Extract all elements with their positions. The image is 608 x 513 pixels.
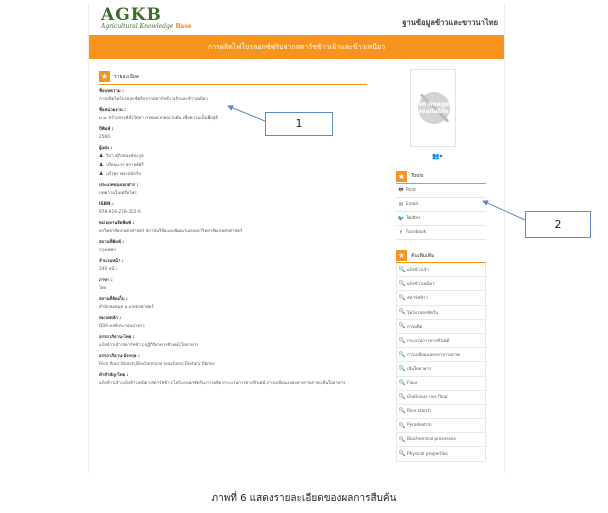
no-image-text bbox=[411, 101, 455, 115]
search-more-item[interactable] bbox=[396, 291, 486, 305]
tools-title: Tools bbox=[411, 173, 424, 179]
search-more-item[interactable] bbox=[396, 377, 486, 391]
search-more-item[interactable] bbox=[396, 277, 486, 291]
print-icon: 🖶 bbox=[398, 187, 404, 193]
figure-caption: ภาพที่ 6 แสดงรายละเอียดของผลการสืบค้น bbox=[211, 493, 397, 504]
field-value: กรุงเทพฯ bbox=[99, 248, 116, 253]
detail-field bbox=[99, 353, 367, 369]
author-list bbox=[99, 152, 367, 179]
search-more-item[interactable] bbox=[396, 362, 486, 376]
logo-tagline bbox=[101, 23, 192, 30]
detail-field bbox=[99, 239, 367, 255]
tool-print-link[interactable] bbox=[396, 184, 486, 198]
users-dropdown-icon[interactable]: 👥▾ bbox=[432, 153, 443, 160]
detail-field bbox=[99, 296, 367, 312]
site-title: ฐานข้อมูลข้าวและขาวนาไทย bbox=[402, 18, 498, 27]
field-value: ยกวิทยาลัยเกษตรศาสตร์ สถาบันวิจัยและพัฒนาแห่งมหาวิทยาลัยเกษตรศาสตร์ bbox=[99, 229, 243, 234]
search-icon: 🔍 bbox=[398, 394, 406, 401]
detail-panel-header bbox=[99, 69, 367, 85]
user-icon: ♟ bbox=[99, 153, 104, 159]
field-label: ชื่อหน่วยงาน : bbox=[99, 108, 126, 113]
field-value: Rice flour;Starch;Biochemical reactions;Dietary fibres; bbox=[99, 362, 216, 367]
agkb-logo[interactable] bbox=[101, 7, 192, 30]
field-label: หมวดหลัก : bbox=[99, 316, 122, 321]
search-more-item[interactable] bbox=[396, 320, 486, 334]
author-name: วิภา ศุภิรสนงษ์ปะกูล bbox=[106, 154, 144, 159]
detail-field bbox=[99, 220, 367, 236]
star-icon: ★ bbox=[100, 72, 109, 81]
tool-label: Twitter bbox=[406, 216, 421, 221]
search-more-label: สตาร์ชข้าว bbox=[407, 296, 428, 302]
search-icon: 🔍 bbox=[398, 323, 406, 330]
search-more-label: Pyrodextrin bbox=[407, 423, 432, 429]
no-image-text-line-2: available bbox=[417, 108, 449, 115]
field-label: จำนวนหน้า : bbox=[99, 259, 124, 264]
logo-tagline-main: Agricultural Knowledge bbox=[101, 23, 176, 30]
callout-1: 1 bbox=[265, 112, 333, 136]
field-value: 240 หน้า bbox=[99, 267, 117, 272]
detail-fields-more bbox=[99, 182, 367, 388]
search-icon: 🔍 bbox=[398, 309, 406, 316]
search-icon: 🔍 bbox=[398, 294, 406, 301]
search-more-label: การเปลี่ยนแปลงทางกายภาพ bbox=[407, 353, 460, 359]
detail-field bbox=[99, 372, 367, 388]
search-icon: 🔍 bbox=[398, 408, 406, 415]
search-more-item[interactable] bbox=[396, 334, 486, 348]
search-more-item[interactable] bbox=[396, 391, 486, 405]
star-icon: ★ bbox=[397, 171, 406, 181]
logo-tagline-accent: Base bbox=[175, 23, 192, 30]
tool-twitter-link[interactable] bbox=[396, 212, 486, 226]
field-value: ม.ม. สร้างสรรค์ที่รวิทยา ภาคผนวกคณาบคัน เพื่อความเป็นพื่อสุดี bbox=[99, 116, 219, 121]
field-label: หน่วยงานจัดพิมพ์ : bbox=[99, 221, 135, 226]
field-label: อรรถาภิธาน-ไทย : bbox=[99, 335, 135, 340]
author-item[interactable] bbox=[99, 161, 367, 170]
search-more-item[interactable] bbox=[396, 306, 486, 320]
field-value: 2560 bbox=[99, 135, 110, 140]
search-more-label: แป้งข้าวเหนียว bbox=[407, 282, 435, 288]
detail-field bbox=[99, 258, 367, 274]
no-image-text-line-1: No Image bbox=[416, 101, 450, 108]
search-more-label: เส้นใยอาหาร bbox=[407, 367, 432, 373]
author-item[interactable] bbox=[99, 152, 367, 161]
search-icon: 🔍 bbox=[398, 436, 406, 443]
tool-email-link[interactable] bbox=[396, 198, 486, 212]
site-header bbox=[89, 3, 504, 35]
search-more-label: Biochemical processes bbox=[407, 437, 456, 443]
search-more-label: กระบวนการทางชีวเคมี bbox=[407, 339, 450, 345]
search-more-label: การผลิต bbox=[407, 324, 423, 330]
field-label: ผู้แต่ง : bbox=[99, 146, 113, 151]
field-label: ประเภทของเอกสาร : bbox=[99, 183, 139, 188]
search-more-item[interactable] bbox=[396, 263, 486, 277]
field-label: สถานที่จัดเก็บ : bbox=[99, 297, 128, 302]
no-image-placeholder bbox=[410, 69, 456, 147]
detail-field bbox=[99, 182, 367, 198]
search-icon: 🔍 bbox=[398, 337, 406, 344]
page-title-banner: การผลิตไฟโบรลอกซ์พริบจากสตาร์ชข้าวเจ้าและข้าวเหนียว bbox=[89, 35, 504, 59]
search-icon: 🔍 bbox=[398, 451, 406, 458]
detail-field bbox=[99, 315, 367, 331]
sidebar bbox=[396, 69, 486, 462]
search-more-label: แป้งข้าวเจ้า bbox=[407, 268, 429, 274]
search-more-item[interactable] bbox=[396, 419, 486, 433]
detail-field bbox=[99, 277, 367, 293]
facebook-icon: f bbox=[400, 229, 402, 236]
field-value: แป้งข้าวเจ้า;แป้งข้าวเหนียว;สตาร์ชข้าว;ไฟโบรลอกซ์ตรีน;การผลิต;กระบวนการทางชีวเคมี;การเปลี่ยนแปลงทางกายภาพ;เส้นใยอาหาร bbox=[99, 381, 346, 386]
detail-panel-title: รายละเอียด bbox=[114, 73, 140, 80]
user-icon: ♟ bbox=[99, 171, 104, 177]
field-label: ISBN : bbox=[99, 202, 114, 207]
search-more-item[interactable] bbox=[396, 348, 486, 362]
search-more-list bbox=[396, 263, 486, 462]
search-more-label: Flour bbox=[407, 380, 418, 386]
search-more-label: ไฟโบรลอกซ์ตรีน bbox=[407, 310, 439, 316]
search-icon: 🔍 bbox=[398, 422, 406, 429]
detail-field bbox=[99, 201, 367, 217]
field-value: ไทย bbox=[99, 286, 107, 291]
field-value: สำนักหอสมุด ม.เกษตรศาสตร์ bbox=[99, 305, 154, 310]
twitter-icon: 🐦 bbox=[397, 215, 405, 222]
tools-header bbox=[396, 169, 486, 184]
search-more-item[interactable] bbox=[396, 433, 486, 447]
browser-page bbox=[88, 3, 505, 473]
search-icon: 🔍 bbox=[398, 266, 406, 273]
authors-field bbox=[99, 145, 367, 179]
field-value: บทความในเครือไพร bbox=[99, 191, 137, 196]
field-label: อรรถาภิธาน-อังกฤษ : bbox=[99, 354, 140, 359]
field-label: ภาษา : bbox=[99, 278, 113, 283]
tool-label: Print bbox=[406, 188, 416, 193]
field-value: แป้งข้าวเจ้า;สตาร์ชข้าว;ปฏิกิริยาทางชีวเคมี;ใยอาหาร bbox=[99, 343, 199, 348]
email-icon: ✉ bbox=[398, 201, 404, 208]
search-more-title: ค้นเพิ่มเติม bbox=[411, 252, 435, 259]
user-icon: ♟ bbox=[99, 162, 104, 168]
field-value: Q04-องค์ประกอบอาหาร bbox=[99, 324, 145, 329]
search-more-header bbox=[396, 249, 486, 263]
search-more-item[interactable] bbox=[396, 405, 486, 419]
star-icon: ★ bbox=[397, 251, 406, 260]
field-label: ชื่อบทความ : bbox=[99, 89, 124, 94]
field-label: สถานที่พิมพ์ : bbox=[99, 240, 125, 245]
search-more-label: Physical properties bbox=[407, 451, 448, 457]
field-label: ปีพิมพ์ : bbox=[99, 127, 114, 132]
search-more-label: Rice starch bbox=[407, 408, 431, 414]
tools-list bbox=[396, 184, 486, 240]
search-icon: 🔍 bbox=[398, 351, 406, 358]
logo-wordmark: AGKB bbox=[101, 5, 162, 25]
search-more-label: Glutinous rice flour bbox=[407, 394, 448, 400]
search-more-item[interactable] bbox=[396, 447, 486, 461]
search-icon: 🔍 bbox=[398, 380, 406, 387]
tool-label: Email bbox=[406, 202, 418, 207]
author-name: ปรียณะรร สกาลย์ศรี bbox=[106, 163, 144, 168]
tool-label: Facebook bbox=[406, 230, 427, 235]
field-label: คำสำคัญ-ไทย : bbox=[99, 373, 129, 378]
tool-facebook-link[interactable] bbox=[396, 226, 486, 240]
callout-2: 2 bbox=[525, 211, 591, 238]
search-icon: 🔍 bbox=[398, 365, 406, 372]
detail-field bbox=[99, 334, 367, 350]
detail-field bbox=[99, 88, 367, 104]
author-item[interactable] bbox=[99, 170, 367, 179]
field-value: 978-616-278-352-6 bbox=[99, 210, 141, 215]
search-icon: 🔍 bbox=[398, 280, 406, 287]
field-value: การผลิตไฟโบรลอกซ์พริบจากสตาร์ชข้าวเจ้าและข้าวเหนียว bbox=[99, 97, 208, 102]
author-name: นรีรพร พจรลป์ภรับ bbox=[106, 172, 141, 177]
